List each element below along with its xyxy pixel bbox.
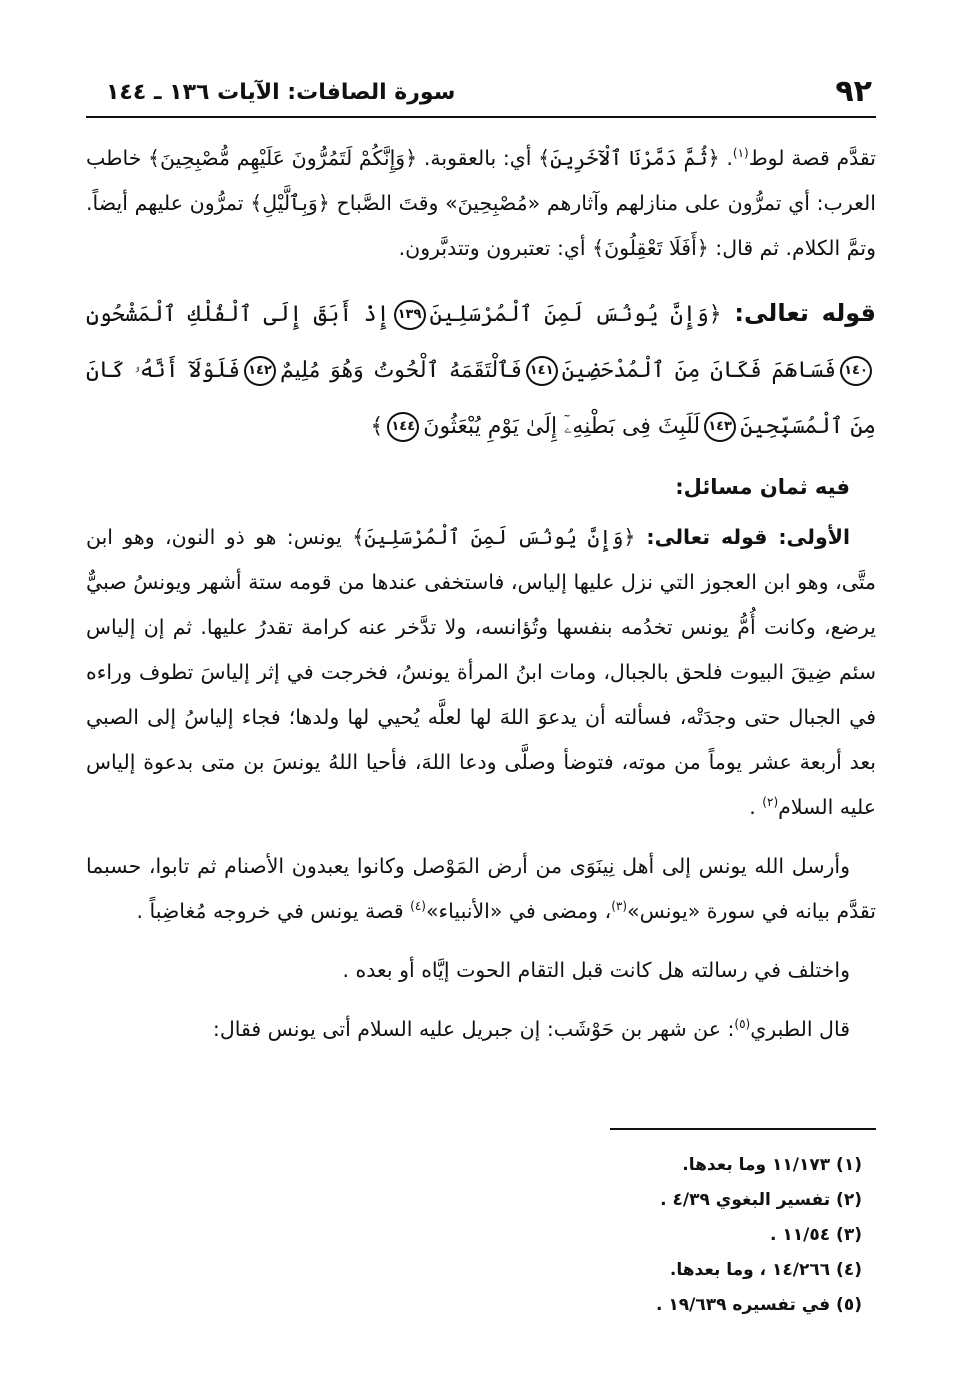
footnote-divider [610,1128,876,1130]
verse-number-143: ١٤٣ [704,412,736,442]
text: قال الطبري [750,1017,850,1041]
page-body [86,136,876,1066]
verses-block [86,285,876,455]
page-number: ٩٢ [835,74,872,109]
text: تمرُّون عليهم أيضاً. وتمَّ الكلام. ثم قال: [86,191,876,260]
footnote-ref-2: (٢) [762,795,779,810]
text: يونس: هو ذو النون، وهو ابن متَّى، وهو ابن العجوز التي نزل عليها إلياس، فاستخفى عندها من قومه ستة أشهر ويونسُ صبيٌّ يرضع، وكانت أُمُّ يونس تخدُمه بنفسها وتُؤانسه، ولا تدَّخر عنه كرامة تقدرُ عليها. ثم إن إلياس سئم ضِيقَ البيوت فلحق بالجبال، ومات ابنُ المرأة يونسُ، فخرجت في إثر إلياسَ تطوف وراءه في الجبال حتى وجدَتْه، فسألته أن يدعوَ اللهَ لها لعلَّه يُحيي لها ولدها؛ فجاء إلياسُ إلى الصبي بعد أربعة عشر يوماً من موته، فتوضأ وصلَّى ودعا اللهَ، فأحيا اللهُ يونسَ بن متى بدعوة إلياس عليه السلام [86,525,876,819]
running-title: سورة الصافات: الآيات ١٣٦ ـ ١٤٤ [106,80,456,105]
footnote-3: (٣) ١١/٥٤ . [770,1225,862,1245]
text: خاطب العرب: أي تمرُّون على منازلهم وآثارهم «مُصْبِحِينَ» وقتَ الصَّباح [86,146,876,215]
verse-close-bracket: ﴾ [370,414,384,439]
text: أي: تعتبرون وتتدبَّرون. [398,236,593,260]
text: ، ومضى في «الأنبياء» [425,899,612,923]
text: . [719,146,733,170]
paragraph-tabari [86,1007,876,1052]
text: : عن شهر بن حَوْشَب: إن جبريل عليه السلام أتى يونس فقال: [212,1017,735,1041]
verse-144: لَلَبِثَ فِى بَطْنِهِۦٓ إِلَىٰ يَوْمِ يُبْعَثُونَ [423,414,701,439]
book-page [86,58,876,1358]
footnote-5: (٥) في تفسيره ١٩/٦٣٩ . [656,1295,862,1315]
verse-lead: قوله تعالى: [721,299,877,327]
quran-quote: ﴿أَفَلَا تَعْقِلُونَ﴾ [592,236,709,260]
verse-number-140: ١٤٠ [840,356,872,386]
text: أي: بالعقوبة. [417,146,539,170]
verse-142: فَٱلْتَقَمَهُ ٱلْحُوتُ وَهُوَ مُلِيمٌ [280,358,522,383]
footnotes [86,1148,862,1323]
paragraph-intro [86,136,876,271]
footnote-1: (١) ١١/١٧٣ وما بعدها. [682,1155,862,1175]
verse-number-142: ١٤٢ [244,356,276,386]
verse-number-141: ١٤١ [526,356,558,386]
verse-139: ﴿وَإِنَّ يُونُسَ لَمِنَ ٱلْمُرْسَلِينَ [429,302,722,327]
verse-number-139: ١٣٩ [394,300,426,330]
page-header [86,68,876,118]
footnote-ref-3: (٣) [611,899,628,914]
text: تقدَّم قصة لوط [748,146,876,170]
text: قصة يونس في خروجه مُغاضِباً . [136,899,411,923]
paragraph-first-issue [86,515,876,830]
text: وأرسل الله يونس إلى أهل نِينَوَى من أرض المَوْصل وكانوا يعبدون الأصنام ثم تابوا، حسبما تقدَّم بيانه في سورة «يونس» [86,854,876,923]
quran-quote: ﴿وَإِنَّكُمْ لَتَمُرُّونَ عَلَيْهِم مُّصْبِحِينَ﴾ [148,146,418,170]
text: . [749,795,763,819]
quran-quote: ﴿وَإِنَّ يُونُسَ لَمِنَ ٱلْمُرْسَلِينَ﴾ [352,525,636,549]
paragraph-nineveh [86,844,876,934]
section-title: فيه ثمان مسائل: [675,475,850,499]
quran-quote: ﴿وَبِٱلَّيْلِ﴾ [250,191,330,215]
verse-140: إِذْ أَبَقَ إِلَى ٱلْفُلْكِ ٱلْمَشْحُونِ [86,302,390,327]
footnote-ref-4: (٤) [410,899,426,914]
paragraph-dispute [86,948,876,993]
verse-141: فَسَاهَمَ فَكَانَ مِنَ ٱلْمُدْحَضِينَ [561,358,836,383]
footnote-ref-5: (٥) [734,1017,751,1032]
text: واختلف في رسالته هل كانت قبل التقام الحوت إيَّاه أو بعده . [342,958,850,982]
issue-lead: الأولى: قوله تعالى: [635,525,850,549]
footnote-2: (٢) تفسير البغوي ٤/٣٩ . [660,1190,862,1210]
verse-143: فَلَوْلَآ أَنَّهُۥ كَانَ مِنَ ٱلْمُسَبِّحِينَ [86,358,876,439]
footnote-4: (٤) ١٤/٢٦٦ ، وما بعدها. [669,1260,862,1280]
quran-quote: ﴿ثُمَّ دَمَّرْنَا ٱلْآخَرِينَ﴾ [538,146,720,170]
verse-number-144: ١٤٤ [387,412,419,442]
footnote-ref-1: (١) [732,146,749,161]
